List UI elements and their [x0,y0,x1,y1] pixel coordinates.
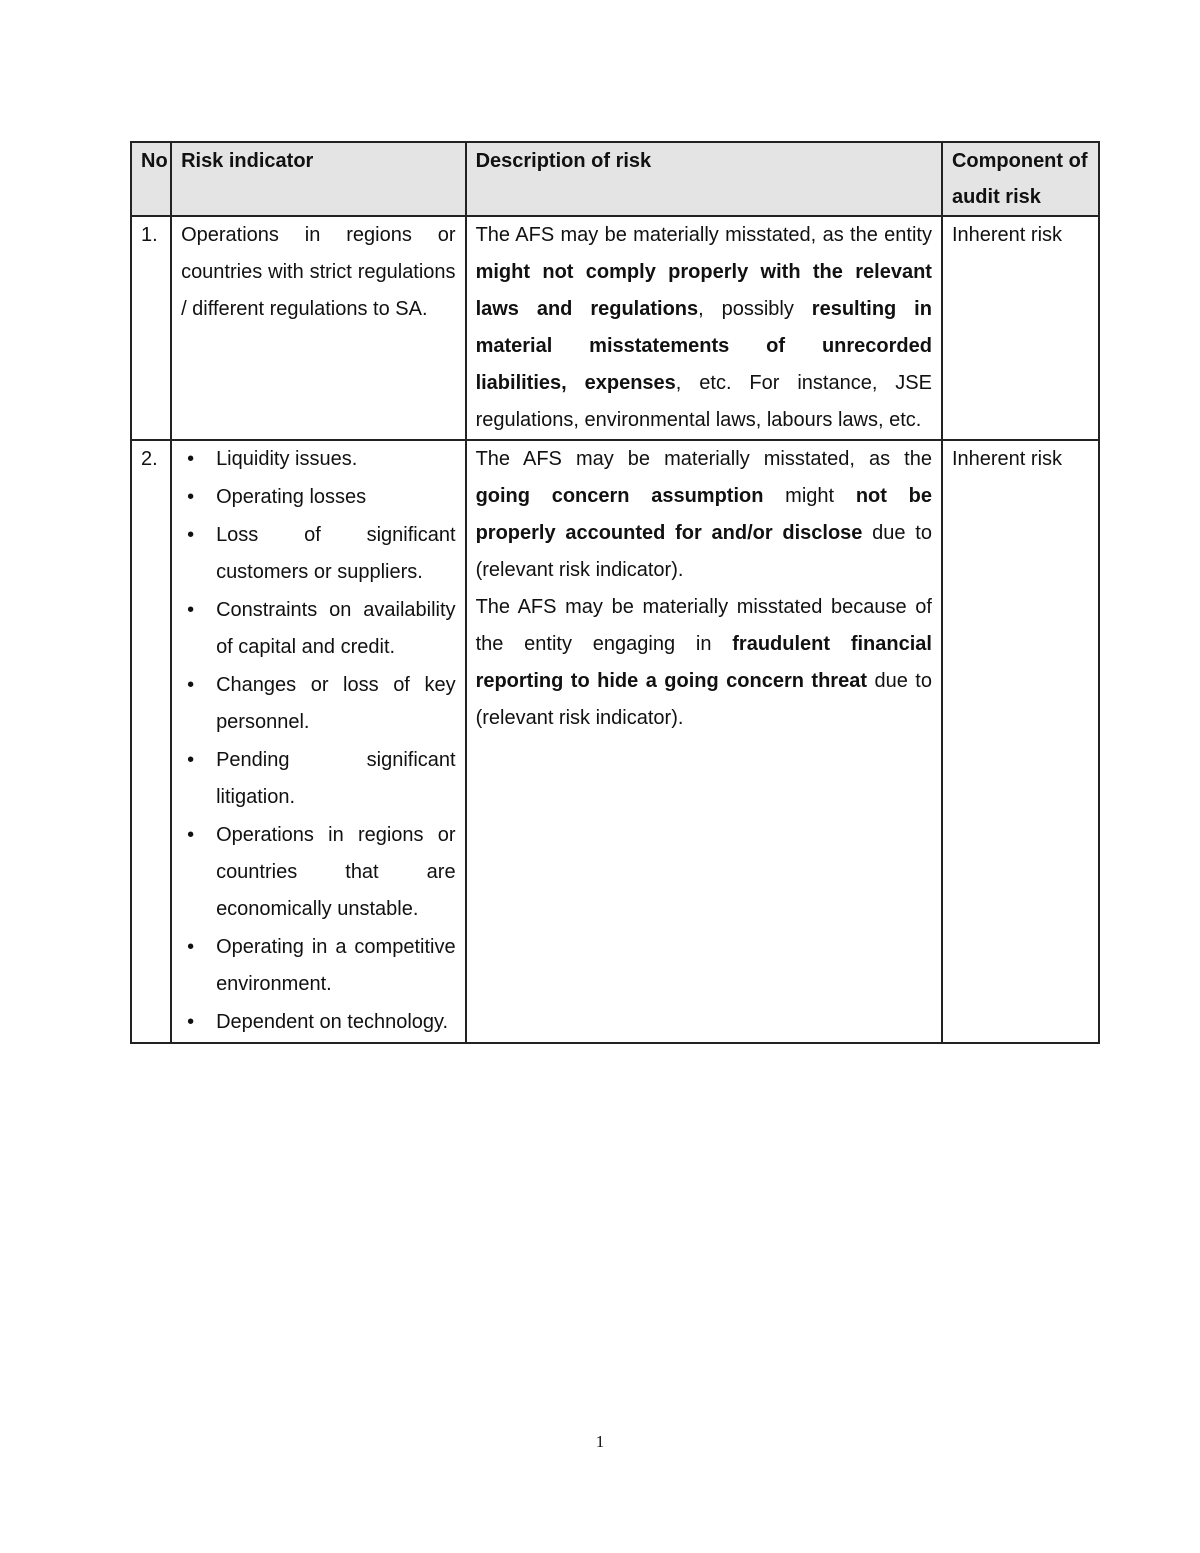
description-text: The AFS may be materially misstated, as the [475,448,932,470]
list-item: • Changes or loss of key personnel. [181,667,456,741]
description-text: , possibly [698,298,812,320]
component-cell: Inherent risk [942,440,1099,1043]
description-text: The AFS may be materially misstated because of the entity engaging in [475,596,932,655]
list-item: • Operating in a competitive environment. [181,929,456,1003]
list-item: • Liquidity issues. [181,441,456,478]
description-paragraph [476,441,932,589]
description-text: due to (relevant risk indicator). [475,670,932,729]
page-number: 1 [595,1432,605,1451]
list-item: • Constraints on availability of capital and credit. [181,592,456,666]
header-description: Description of risk [466,142,942,216]
list-item: • Loss of significant customers or suppliers. [181,517,456,591]
risk-indicator-cell: Operations in regions or countries with strict regulations / different regulations to SA. [171,216,466,440]
risk-table [130,141,1100,1044]
list-item: • Operations in regions or countries that are economically unstable. [181,817,456,928]
description-text: The AFS may be materially misstated, as the entity [475,224,932,246]
description-text: due to (relevant risk indicator). [475,522,932,581]
row-number: 2. [131,440,171,1043]
description-bold-text: not be properly accounted for and/or disclose [475,485,932,544]
description-text: might [763,485,856,507]
description-bold-text: resulting in material misstatements of unrecorded liabilities, expenses [475,298,932,394]
description-bold-text: going concern assumption [475,485,764,507]
header-risk-indicator: Risk indicator [171,142,466,216]
table-row [131,440,1099,1043]
header-component: Component of audit risk [942,142,1099,216]
list-item: • Pending significant litigation. [181,742,456,816]
row-number: 1. [131,216,171,440]
description-text: , etc. For instance, JSE regulations, environmental laws, labours laws, etc. [475,372,932,431]
description-bold-text: fraudulent financial reporting to hide a going concern threat [475,633,932,692]
risk-indicator-list [181,441,456,1041]
description-paragraph [476,589,932,737]
description-bold-text: might not comply properly with the relevant laws and regulations [475,261,932,320]
header-row [131,142,1099,216]
description-cell [466,440,942,1043]
component-cell: Inherent risk [942,216,1099,440]
list-item: • Dependent on technology. [181,1004,456,1041]
description-cell [466,216,942,440]
description-paragraph [476,217,932,439]
risk-indicator-cell [171,440,466,1043]
table-row [131,216,1099,440]
header-no: No [131,142,171,216]
list-item: • Operating losses [181,479,456,516]
